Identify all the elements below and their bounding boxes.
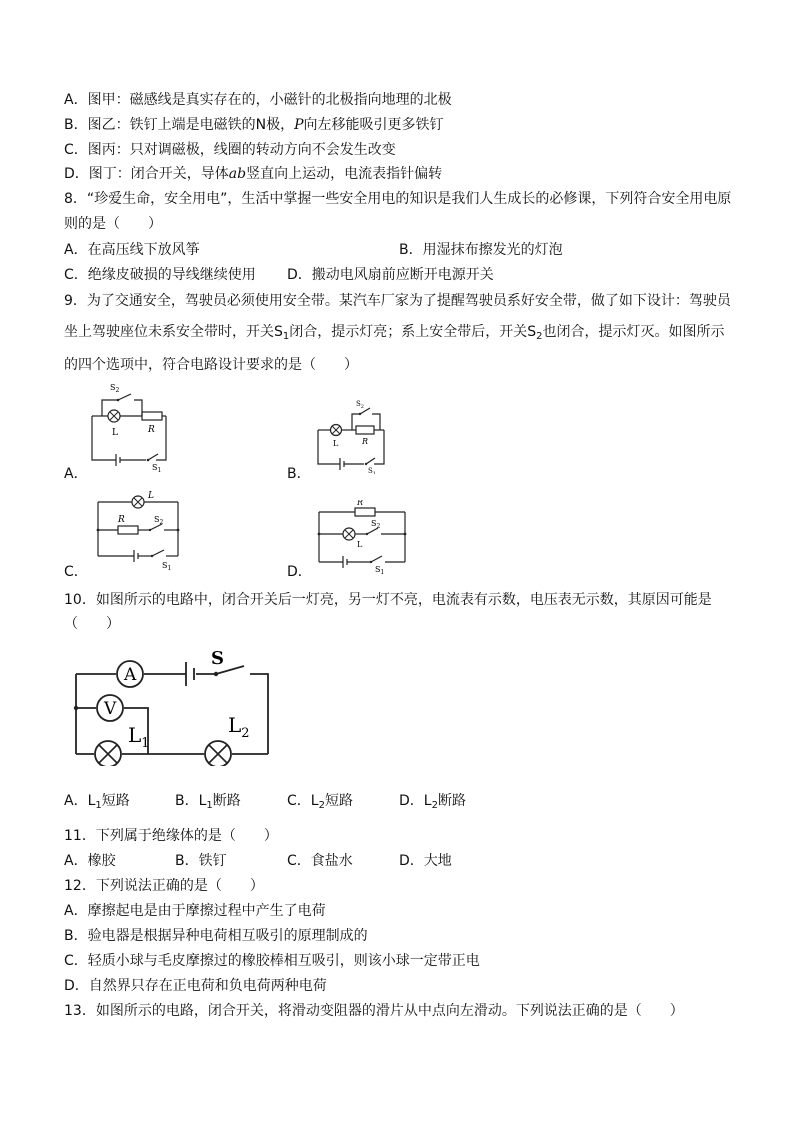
q9c-s2-label: $S_2$ [154, 515, 164, 526]
q11-option-b: B．铁钉 [175, 853, 227, 869]
q9-stem-line1: 9．为了交通安全，驾驶员必须使用安全带。某汽车厂家为了提醒驾驶员系好安全带，做了如下设计：驾驶员 [64, 293, 731, 309]
q9-option-d-label: D． [287, 564, 312, 580]
q9c-lamp-label: L [148, 491, 154, 501]
q10-option-d [399, 791, 466, 816]
q8-option-c: C．绝缘皮破损的导线继续使用 [64, 267, 256, 283]
q8-option-b: B．用湿抹布擦发光的灯泡 [399, 242, 563, 258]
q9-stem-line2-pre: 坐上驾驶座位未系安全带时，开关S [64, 324, 283, 340]
q7-option-d-var: ab [228, 166, 247, 182]
q9-circuit-d [315, 500, 411, 574]
q10-stem-line2: （ ） [64, 616, 120, 632]
q10-voltmeter-label: V [104, 699, 117, 719]
q9-circuit-b [312, 398, 396, 474]
q10-option-d-sub: 2 [431, 800, 438, 811]
q9-option-a-label: A． [64, 466, 88, 482]
q9d-lamp-label: L [357, 540, 363, 549]
q10-stem-line1: 10．如图所示的电路中，闭合开关后一灯亮，另一灯不亮，电流表有示数，电压表无示数，其原因可能是 [64, 592, 712, 608]
q10-ammeter-label: A [124, 665, 137, 685]
q9a-lamp-label: L [112, 428, 118, 438]
q9-circuit-a [86, 380, 186, 472]
q10-option-a [64, 791, 130, 816]
q9a-s1-label: $S_1$ [152, 463, 162, 472]
q7-option-b [64, 115, 444, 135]
q7-option-b-var: P [294, 117, 304, 133]
q12-option-b: B．验电器是根据异种电荷相互吸引的原理制成的 [64, 928, 368, 944]
q10-option-d-label: D．L [399, 793, 432, 809]
q9-circuit-c [92, 488, 192, 572]
q7-option-d [64, 164, 442, 184]
q10-option-d-text: 断路 [437, 793, 466, 809]
q10-option-a-label: A．L [64, 793, 96, 809]
q12-stem: 12．下列说法正确的是（ ） [64, 878, 264, 894]
q9-stem-line2 [64, 322, 725, 347]
q10-circuit [68, 646, 280, 766]
q10-option-c-label: C．L [287, 793, 319, 809]
q9b-s2-label: $S_2$ [356, 400, 364, 410]
q11-option-a: A．橡胶 [64, 853, 116, 869]
q7-option-a: A．图甲：磁感线是真实存在的，小磁针的北极指向地理的北极 [64, 92, 452, 108]
q10-option-b-sub: 1 [206, 800, 213, 811]
q12-option-a: A．摩擦起电是由于摩擦过程中产生了电荷 [64, 903, 326, 919]
q9d-s1-label: $S_1$ [375, 565, 385, 574]
q8-stem-line2: 则的是（ ） [64, 216, 162, 232]
q11-option-c: C．食盐水 [287, 853, 353, 869]
q9c-s1-label: $S_1$ [162, 561, 172, 572]
q7-option-b-post: 向左移能吸引更多铁钉 [303, 117, 444, 133]
q13-stem: 13．如图所示的电路，闭合开关，将滑动变阻器的滑片从中点向左滑动。下列说法正确的是（ ） [64, 1003, 684, 1019]
q10-l2-label: $L_2$ [228, 713, 250, 741]
q9a-resistor-label: R [148, 425, 155, 435]
q10-option-b [175, 791, 241, 816]
q12-option-c: C．轻质小球与毛皮摩擦过的橡胶棒相互吸引，则该小球一定带正电 [64, 953, 480, 969]
q9b-resistor-label: R [362, 437, 369, 446]
q9-stem-line2-mid: 闭合，提示灯亮；系上安全带后，开关S [289, 324, 537, 340]
q9-s1-subscript: 1 [282, 331, 290, 342]
q8-option-d: D．搬动电风扇前应断开电源开关 [287, 267, 494, 283]
q10-option-c-sub: 2 [318, 800, 325, 811]
q9b-s1-label: $S_1$ [368, 467, 376, 474]
q7-option-d-post: 竖直向上运动，电流表指针偏转 [246, 166, 443, 182]
q9d-resistor-label: R [357, 500, 364, 507]
q9b-lamp-label: L [333, 439, 339, 448]
q9-option-c-label: C． [64, 564, 88, 580]
q9-stem-line3: 的四个选项中，符合电路设计要求的是（ ） [64, 357, 358, 373]
q12-option-d: D．自然界只存在正电荷和负电荷两种电荷 [64, 978, 327, 994]
q9d-s2-label: $S_2$ [371, 519, 381, 530]
q7-option-c: C．图丙：只对调磁极，线圈的转动方向不会发生改变 [64, 142, 396, 158]
q9a-s2-label: $S_2$ [110, 383, 120, 394]
q9c-resistor-label: R [118, 515, 125, 525]
q10-switch-label: S [211, 648, 224, 669]
q7-option-d-pre: D．图丁：闭合开关，导体 [64, 166, 229, 182]
q9-s2-subscript: 2 [536, 331, 543, 342]
q9-stem-line2-post: 也闭合，提示灯灭。如图所示 [542, 324, 725, 340]
q10-l1-label: $L_1$ [128, 723, 150, 751]
q7-option-b-pre: B．图乙：铁钉上端是电磁铁的N极， [64, 117, 295, 133]
q8-stem-line1: 8．“珍爱生命，安全用电”，生活中掌握一些安全用电的知识是我们人生成长的必修课，下列符合安全用电原 [64, 191, 732, 207]
q10-option-b-label: B．L [175, 793, 207, 809]
q10-option-a-text: 短路 [101, 793, 130, 809]
q10-option-c [287, 791, 353, 816]
q10-option-c-text: 短路 [324, 793, 353, 809]
q10-option-a-sub: 1 [95, 800, 102, 811]
q9-option-b-label: B． [287, 466, 311, 482]
q10-option-b-text: 断路 [212, 793, 241, 809]
q11-option-d: D．大地 [399, 853, 452, 869]
q8-option-a: A．在高压线下放风筝 [64, 242, 200, 258]
q11-stem: 11．下列属于绝缘体的是（ ） [64, 828, 278, 844]
